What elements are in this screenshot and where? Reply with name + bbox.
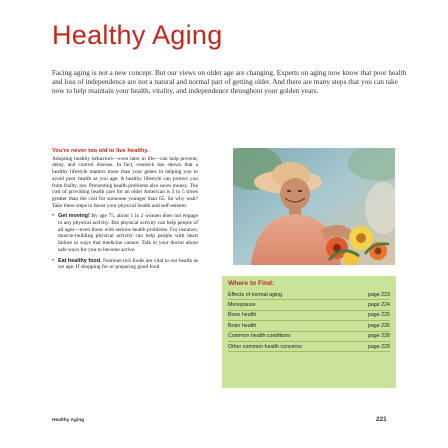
where-to-find-row[interactable] <box>228 311 390 321</box>
row-label: Menopause <box>228 301 256 308</box>
flower-icon <box>349 226 373 250</box>
row-label: Common health conditions <box>228 333 291 340</box>
list-item <box>52 258 198 271</box>
row-label: Bone health <box>228 312 257 319</box>
bullet-text: By age 75, about 1 in 2 women does not engage in any physical activity. But physical activity can help people of all ages—even those with serious health problems. For instance, muscle-building physical activity can help people with heart failure in ways that medicine cannot. Talk to your doctor about safe ways for you to become active. <box>58 213 198 253</box>
photo-illustration <box>233 148 395 265</box>
row-page: page 224 <box>367 301 390 308</box>
where-to-find-row[interactable] <box>228 332 390 342</box>
footer-page-number: 221 <box>376 416 387 423</box>
left-column-body: Adopting healthy behaviors—even later in life—can help prevent, delay, and control disease. In fact, research has shown that a healthy lifestyle matters more than your genes in helping you to avoid poor health as you age. A healthy lifestyle can protect you from frailty, too. Preventing health problems also saves money. The cost of providing health care for an older American is 3 to 5 times greater than the cost for someone younger than 65. So why wait? Take these steps to boost your physical health and self-esteem: <box>52 155 198 209</box>
where-to-find-row[interactable] <box>228 290 390 300</box>
bullet-list <box>52 213 198 271</box>
intro-paragraph: Facing aging is not a new concept. But our views on older age are changing. Experts on aging now know that poor health and loss of independence are not a natural and normal part of getting older. And there are many steps that you can take now to help maintain your health, vitality, and independence throughout your golden years. <box>52 68 407 96</box>
row-page: page 223 <box>367 291 390 298</box>
list-item <box>52 213 198 253</box>
row-label: Effects of normal aging <box>228 291 283 298</box>
where-to-find-box <box>222 276 396 388</box>
footer-section-name: Healthy Aging <box>52 418 85 423</box>
photo-woman-with-flowers <box>233 148 395 265</box>
bullet-lead: Eat healthy food. <box>58 257 102 264</box>
row-label: Other common health concerns <box>228 343 302 350</box>
bullet-icon: • <box>52 257 55 264</box>
left-column <box>52 148 198 275</box>
row-page: page 226 <box>367 322 390 329</box>
left-column-heading: You're never too old to live healthy. <box>52 148 149 154</box>
where-to-find-title: Where to Find: <box>228 280 275 287</box>
bullet-lead: Get moving! <box>58 213 90 220</box>
row-page: page 225 <box>367 312 390 319</box>
bullet-text: Nutrient-rich foods are vital to our health as we age. If shopping for or preparing good food <box>58 257 198 271</box>
bullet-icon: • <box>52 213 55 220</box>
row-label: Brain health <box>228 322 257 329</box>
where-to-find-row[interactable] <box>228 300 390 310</box>
row-page: page 228 <box>367 333 390 340</box>
where-to-find-row[interactable] <box>228 321 390 331</box>
row-page: page 229 <box>367 343 390 350</box>
where-to-find-row[interactable] <box>228 342 390 352</box>
page-title: Healthy Aging <box>52 20 223 50</box>
